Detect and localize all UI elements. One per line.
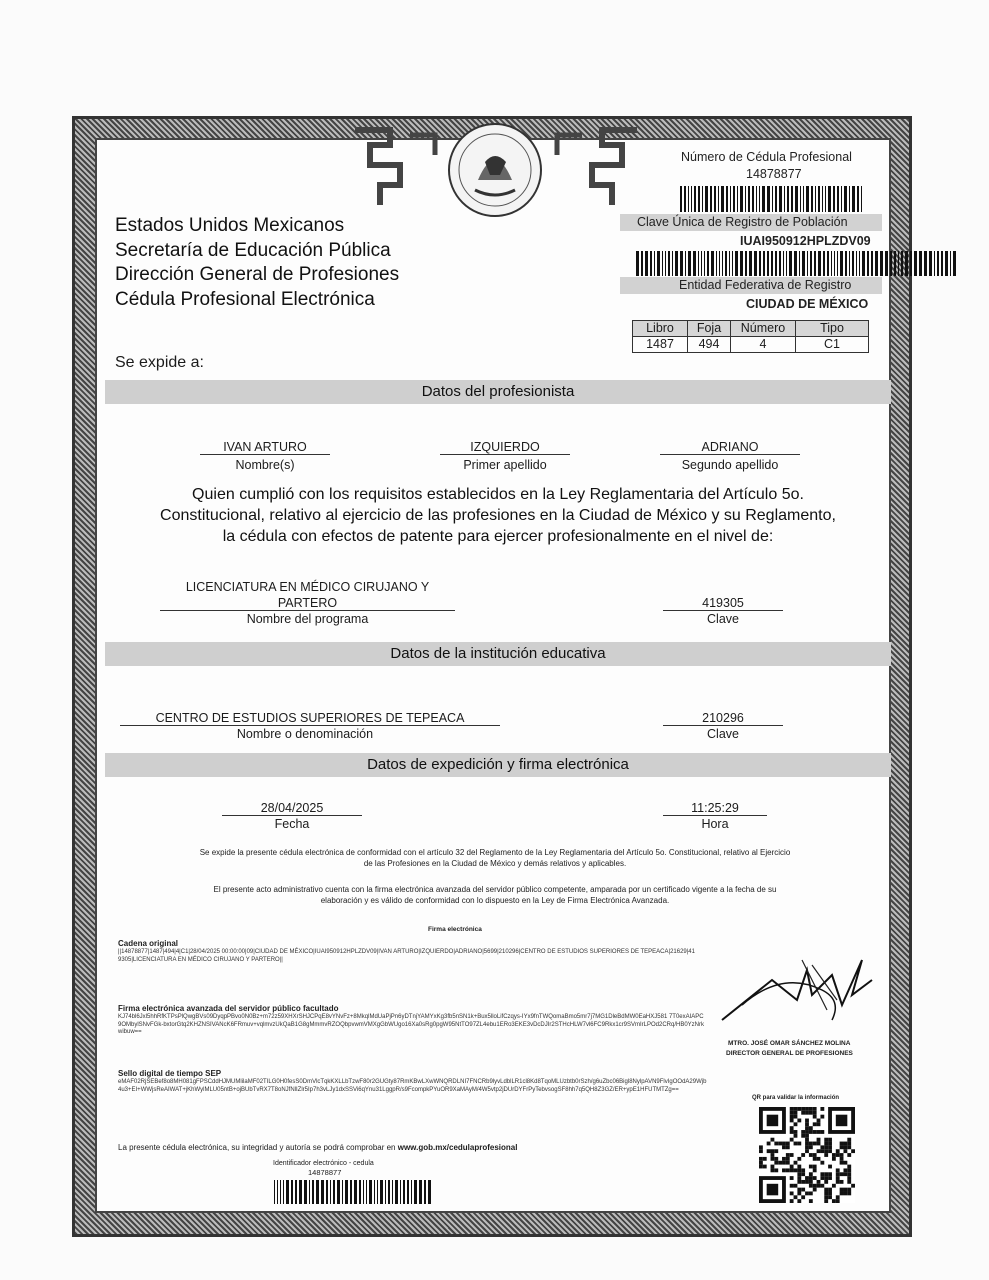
barcode-bar bbox=[849, 186, 850, 212]
cedula-barcode bbox=[680, 186, 864, 212]
barcode-bar bbox=[898, 251, 899, 276]
barcode-bar bbox=[827, 251, 829, 276]
institucion-name-label: Nombre o denominación bbox=[236, 727, 374, 741]
barcode-bar bbox=[789, 251, 792, 276]
libro-value: 1487 bbox=[633, 337, 688, 353]
barcode-bar bbox=[740, 186, 743, 212]
barcode-bar bbox=[856, 251, 857, 276]
cadena-label: Cadena original bbox=[118, 939, 179, 948]
left-ornament bbox=[350, 125, 440, 210]
barcode-bar bbox=[735, 251, 738, 276]
barcode-bar bbox=[714, 186, 716, 212]
barcode-bar bbox=[806, 186, 809, 212]
barcode-bar bbox=[333, 1180, 335, 1204]
barcode-bar bbox=[767, 251, 769, 276]
barcode-bar bbox=[880, 251, 883, 276]
fea-text: KJ74bl6Jxl5hhRfKTPsPlQwgBVs09DyqpPBvo0N0Bz+m72z59XHXrSHJCPqE8vYNvFz+8MkqlMdUaPjPn6yDTnjYAMYxKg3fb5nSN1k+Bux5lloLifCzqys-IYx9fnTWQomaBmo5mr7j7MG1DleBdMW0EaHXJ581 7T0exAIAPC9OMbylSNvFGk-bxtorGtq2KHZNSIVANcK6FRmuv+vqlmvzUkQaB1G8gMmmvRZOQbpvwmVMXgGbWUgo16Xa0sRg0pgW95NtTO97ZL4ebu1ERo3EKE3vDcDJIr2STHcHLW7vl6FC9Rkx1cr9SVmIrLPOd2CRq/HB0YzNrkwibuw== bbox=[118, 1014, 705, 1035]
barcode-bar bbox=[822, 186, 823, 212]
barcode-bar bbox=[719, 251, 720, 276]
barcode-bar bbox=[784, 186, 785, 212]
barcode-bar bbox=[326, 1180, 328, 1204]
tipo-header: Tipo bbox=[796, 321, 869, 337]
barcode-bar bbox=[914, 251, 917, 276]
barcode-bar bbox=[740, 251, 743, 276]
barcode-bar bbox=[810, 251, 812, 276]
barcode-bar bbox=[385, 1180, 386, 1204]
firma-title: Firma electrónica bbox=[428, 926, 482, 933]
barcode-bar bbox=[831, 251, 832, 276]
barcode-bar bbox=[721, 186, 724, 212]
barcode-bar bbox=[419, 1180, 422, 1204]
barcode-bar bbox=[316, 1180, 319, 1204]
barcode-bar bbox=[844, 186, 847, 212]
cedula-number-value: 14878877 bbox=[746, 167, 802, 181]
barcode-bar bbox=[919, 251, 922, 276]
issuer-line-country: Estados Unidos Mexicanos bbox=[115, 215, 345, 236]
barcode-bar bbox=[815, 186, 816, 212]
signer-name: MTRO. JOSÉ OMAR SÁNCHEZ MOLINA bbox=[728, 1040, 851, 1047]
barcode-bar bbox=[818, 186, 820, 212]
barcode-bar bbox=[771, 251, 773, 276]
barcode-bar bbox=[779, 251, 781, 276]
numero-header: Número bbox=[731, 321, 796, 337]
barcode-bar bbox=[767, 186, 770, 212]
barcode-bar bbox=[756, 186, 757, 212]
barcode-bar bbox=[407, 1180, 409, 1204]
barcode-bar bbox=[953, 251, 956, 276]
barcode-bar bbox=[342, 1180, 343, 1204]
barcode-bar bbox=[330, 1180, 331, 1204]
barcode-bar bbox=[800, 186, 801, 212]
barcode-bar bbox=[732, 251, 733, 276]
fea-label: Firma electrónica avanzada del servidor público facultado bbox=[118, 1004, 339, 1013]
programa-name-label: Nombre del programa bbox=[246, 612, 369, 626]
barcode-bar bbox=[698, 251, 699, 276]
legal-p2-line2: elaboración y es válido de conformidad con lo dispuesto en la Ley de Firma Electrónica Avanzada. bbox=[320, 896, 670, 905]
barcode-bar bbox=[685, 251, 686, 276]
barcode-bar bbox=[424, 1180, 426, 1204]
barcode-bar bbox=[693, 251, 696, 276]
barcode-bar bbox=[745, 186, 746, 212]
barcode-bar bbox=[707, 251, 709, 276]
barcode-bar bbox=[748, 186, 750, 212]
barcode-bar bbox=[668, 251, 670, 276]
barcode-bar bbox=[823, 251, 825, 276]
barcode-bar bbox=[799, 251, 800, 276]
barcode-bar bbox=[641, 251, 643, 276]
barcode-bar bbox=[794, 251, 797, 276]
legal-p1-line1: Se expide la presente cédula electrónica de conformidad con el artículo 32 del Reglamento de la Ley Reglamentaria del Artículo 5o. Constitucional, relativo al Ejercicio bbox=[199, 848, 791, 857]
barcode-bar bbox=[759, 186, 760, 212]
issuer-heading bbox=[115, 214, 399, 312]
nombres-label: Nombre(s) bbox=[235, 458, 295, 472]
barcode-bar bbox=[905, 251, 908, 276]
signer-title: DIRECTOR GENERAL DE PROFESIONES bbox=[726, 1050, 853, 1057]
barcode-bar bbox=[377, 1180, 378, 1204]
hora-value: 11:25:29 bbox=[663, 801, 767, 816]
barcode-bar bbox=[754, 251, 757, 276]
barcode-bar bbox=[295, 1180, 297, 1204]
barcode-bar bbox=[354, 1180, 357, 1204]
barcode-bar bbox=[291, 1180, 293, 1204]
barcode-bar bbox=[861, 186, 862, 212]
barcode-bar bbox=[857, 186, 859, 212]
barcode-bar bbox=[779, 186, 782, 212]
barcode-bar bbox=[312, 1180, 314, 1204]
barcode-bar bbox=[818, 251, 821, 276]
registry-table bbox=[632, 320, 869, 353]
segundo-apellido-label: Segundo apellido bbox=[681, 458, 779, 472]
barcode-bar bbox=[665, 251, 666, 276]
cedula-number-label: Número de Cédula Profesional bbox=[681, 150, 852, 164]
barcode-bar bbox=[852, 251, 854, 276]
barcode-bar bbox=[890, 251, 892, 276]
barcode-bar bbox=[400, 1180, 401, 1204]
barcode-bar bbox=[786, 251, 787, 276]
barcode-bar bbox=[274, 1180, 275, 1204]
programa-clave-label: Clave bbox=[707, 612, 739, 626]
legal-paragraph-2 bbox=[110, 884, 880, 906]
hora-label: Hora bbox=[701, 817, 729, 831]
barcode-bar bbox=[704, 251, 705, 276]
barcode-bar bbox=[705, 186, 708, 212]
barcode-bar bbox=[775, 251, 777, 276]
barcode-bar bbox=[787, 186, 789, 212]
barcode-bar bbox=[730, 186, 731, 212]
entidad-label: Entidad Federativa de Registro bbox=[679, 278, 852, 292]
barcode-bar bbox=[901, 251, 903, 276]
statement-line-3: la cédula con efectos de patente para ejercer profesionalmente en el nivel de: bbox=[222, 528, 774, 545]
curp-label: Clave Única de Registro de Población bbox=[637, 215, 848, 229]
barcode-bar bbox=[849, 251, 850, 276]
barcode-bar bbox=[395, 1180, 398, 1204]
barcode-bar bbox=[862, 251, 865, 276]
barcode-bar bbox=[733, 186, 735, 212]
programa-name-line2: PARTERO bbox=[160, 596, 455, 611]
barcode-bar bbox=[834, 251, 835, 276]
barcode-bar bbox=[299, 1180, 302, 1204]
barcode-bar bbox=[350, 1180, 352, 1204]
barcode-bar bbox=[698, 186, 700, 212]
barcode-bar bbox=[871, 251, 873, 276]
barcode-bar bbox=[802, 251, 805, 276]
cadena-text: ||14878877|1487|494|4|C1|28/04/2025 00:00:00|09|CIUDAD DE MÉXICO|IUAI950912HPLZDV09|IVAN ARTURO|IZQUIERDO|ADRIANO|5699|210296|CENTRO DE ESTUDIOS SUPERIORES DE TEPEACA|21629|419305|LICENCIATURA EN MÉDICO CIRUJANO Y PARTERO|| bbox=[118, 949, 695, 963]
fecha-value: 28/04/2025 bbox=[222, 801, 362, 816]
barcode-bar bbox=[745, 251, 747, 276]
barcode-bar bbox=[722, 251, 723, 276]
barcode-bar bbox=[414, 1180, 417, 1204]
legal-p1-line2: de las Profesiones en la Ciudad de México y demás relativos y aplicables. bbox=[363, 859, 627, 868]
barcode-bar bbox=[688, 186, 689, 212]
barcode-bar bbox=[277, 1180, 278, 1204]
foja-header: Foja bbox=[688, 321, 731, 337]
barcode-bar bbox=[845, 251, 847, 276]
primer-apellido-label: Primer apellido bbox=[463, 458, 547, 472]
barcode-bar bbox=[814, 251, 816, 276]
barcode-bar bbox=[374, 1180, 375, 1204]
nombres-value: IVAN ARTURO bbox=[200, 440, 330, 455]
statement-line-2: Constitucional, relativo al ejercicio de las profesiones en la Ciudad de México y su Reglamento, bbox=[160, 507, 836, 524]
se-expide-label: Se expide a: bbox=[115, 354, 204, 371]
numero-value: 4 bbox=[731, 337, 796, 353]
barcode-bar bbox=[645, 251, 648, 276]
section-profesionista: Datos del profesionista bbox=[105, 380, 891, 404]
barcode-bar bbox=[840, 251, 843, 276]
id-value: 14878877 bbox=[308, 1168, 342, 1177]
barcode-bar bbox=[710, 186, 712, 212]
barcode-bar bbox=[749, 251, 752, 276]
barcode-bar bbox=[403, 1180, 405, 1204]
verify-text-prefix: La presente cédula electrónica, su integridad y autoría se podrá comprobar en bbox=[118, 1143, 398, 1152]
barcode-bar bbox=[924, 251, 927, 276]
barcode-bar bbox=[807, 251, 808, 276]
curp-value: IUAI950912HPLZDV09 bbox=[740, 234, 871, 248]
barcode-bar bbox=[428, 1180, 431, 1204]
entidad-value: CIUDAD DE MÉXICO bbox=[746, 297, 869, 311]
barcode-bar bbox=[910, 251, 912, 276]
coat-of-arms-emblem bbox=[440, 120, 550, 220]
barcode-bar bbox=[811, 186, 813, 212]
barcode-bar bbox=[304, 1180, 307, 1204]
barcode-bar bbox=[841, 186, 842, 212]
barcode-bar bbox=[718, 186, 719, 212]
barcode-bar bbox=[283, 1180, 284, 1204]
barcode-bar bbox=[684, 186, 686, 212]
sello-text: eMAF02RjSEBef8o8MH081gFPSCddHJMUMlilaMF02TILG0H0fesS0DmVlcTqkKXLLbTzwF80r2GUGty87RmKBwLXwWNQRDLNI7FNCRb9lyvLdblLR1cl8Kd8TqoMLUzbtb0rSzh/g6uZbc06Bigl8NylpAVN9FlvIgOOdA29Wjb4u3+EI+WWjsReAIWAT+jKhWylMLU05ntB+ojBUbTvRX7T8oNJfNlIZlr5Ip7h3vLJy1dxSSVi6qYnu31LggpR/s9FcompkPYuOR9XaMAyM/4W5vtp2jDUrDYFrPyTebvsogSF8hh7q5QH8Z3GZ/ER+ypE1HFUTMTZg== bbox=[118, 1079, 707, 1093]
barcode-bar bbox=[321, 1180, 324, 1204]
barcode-bar bbox=[309, 1180, 310, 1204]
institucion-name-value: CENTRO DE ESTUDIOS SUPERIORES DE TEPEACA bbox=[120, 711, 500, 726]
verify-text bbox=[118, 1143, 517, 1152]
barcode-bar bbox=[711, 251, 714, 276]
barcode-bar bbox=[945, 251, 948, 276]
barcode-bar bbox=[950, 251, 951, 276]
sello-label: Sello digital de tiempo SEP bbox=[118, 1069, 222, 1078]
barcode-bar bbox=[688, 251, 691, 276]
qr-code[interactable] bbox=[759, 1107, 855, 1203]
barcode-bar bbox=[828, 186, 831, 212]
programa-clave-value: 419305 bbox=[663, 596, 783, 611]
barcode-bar bbox=[672, 251, 673, 276]
right-ornament bbox=[552, 125, 642, 210]
barcode-bar bbox=[867, 251, 869, 276]
legal-paragraph-1 bbox=[110, 847, 880, 869]
barcode-bar bbox=[737, 186, 738, 212]
issuer-line-secretariat: Secretaría de Educación Pública bbox=[115, 239, 391, 261]
tipo-value: C1 bbox=[796, 337, 869, 353]
barcode-bar bbox=[680, 186, 682, 212]
barcode-bar bbox=[701, 251, 702, 276]
barcode-bar bbox=[650, 251, 652, 276]
barcode-bar bbox=[763, 251, 765, 276]
barcode-bar bbox=[286, 1180, 289, 1204]
barcode-bar bbox=[380, 1180, 383, 1204]
barcode-bar bbox=[762, 186, 765, 212]
barcode-bar bbox=[833, 186, 835, 212]
barcode-bar bbox=[795, 186, 798, 212]
barcode-bar bbox=[752, 186, 754, 212]
barcode-bar bbox=[725, 251, 727, 276]
barcode-bar bbox=[772, 186, 773, 212]
barcode-bar bbox=[657, 251, 660, 276]
barcode-bar bbox=[885, 251, 888, 276]
curp-barcode bbox=[636, 251, 958, 276]
section-institucion: Datos de la institución educativa bbox=[105, 642, 891, 666]
barcode-bar bbox=[662, 251, 663, 276]
fecha-label: Fecha bbox=[274, 817, 310, 831]
barcode-bar bbox=[369, 1180, 372, 1204]
barcode-bar bbox=[791, 186, 793, 212]
barcode-bar bbox=[359, 1180, 361, 1204]
barcode-bar bbox=[837, 186, 839, 212]
barcode-bar bbox=[934, 251, 935, 276]
barcode-bar bbox=[345, 1180, 348, 1204]
foja-value: 494 bbox=[688, 337, 731, 353]
barcode-bar bbox=[852, 186, 855, 212]
barcode-bar bbox=[783, 251, 784, 276]
barcode-bar bbox=[388, 1180, 390, 1204]
barcode-bar bbox=[859, 251, 860, 276]
barcode-bar bbox=[941, 251, 943, 276]
segundo-apellido-value: ADRIANO bbox=[660, 440, 800, 455]
barcode-bar bbox=[702, 186, 703, 212]
id-label: Identificador electrónico - cedula bbox=[273, 1160, 374, 1167]
barcode-bar bbox=[694, 186, 696, 212]
barcode-bar bbox=[691, 186, 692, 212]
barcode-bar bbox=[392, 1180, 393, 1204]
verify-url-link[interactable]: www.gob.mx/cedulaprofesional bbox=[397, 1143, 518, 1152]
statement-line-1: Quien cumplió con los requisitos establecidos en la Ley Reglamentaria del Artículo 5o. bbox=[192, 486, 804, 503]
institucion-clave-value: 210296 bbox=[663, 711, 783, 726]
barcode-bar bbox=[775, 186, 777, 212]
institucion-clave-label: Clave bbox=[707, 727, 739, 741]
id-barcode bbox=[274, 1180, 433, 1204]
barcode-bar bbox=[726, 186, 728, 212]
section-expedicion: Datos de expedición y firma electrónica bbox=[105, 753, 891, 777]
barcode-bar bbox=[363, 1180, 364, 1204]
barcode-bar bbox=[675, 251, 678, 276]
barcode-bar bbox=[937, 251, 939, 276]
barcode-bar bbox=[680, 251, 683, 276]
barcode-bar bbox=[654, 251, 655, 276]
programa-name-line1: LICENCIATURA EN MÉDICO CIRUJANO Y bbox=[185, 580, 430, 594]
barcode-bar bbox=[729, 251, 730, 276]
legal-p2-line1: El presente acto administrativo cuenta con la firma electrónica avanzada del servidor público competente, amparada por un certificado vigente a la fecha de su bbox=[213, 885, 777, 894]
barcode-bar bbox=[411, 1180, 412, 1204]
barcode-bar bbox=[716, 251, 717, 276]
handwritten-signature bbox=[712, 940, 887, 1030]
qr-label: QR para validar la información bbox=[752, 1095, 840, 1101]
barcode-bar bbox=[929, 251, 932, 276]
issuer-line-direction: Dirección General de Profesiones bbox=[115, 264, 400, 285]
barcode-bar bbox=[803, 186, 804, 212]
barcode-bar bbox=[837, 251, 838, 276]
barcode-bar bbox=[280, 1180, 281, 1204]
barcode-bar bbox=[875, 251, 878, 276]
barcode-bar bbox=[894, 251, 896, 276]
barcode-bar bbox=[337, 1180, 340, 1204]
barcode-bar bbox=[636, 251, 639, 276]
issuer-line-document: Cédula Profesional Electrónica bbox=[115, 288, 375, 310]
barcode-bar bbox=[759, 251, 761, 276]
barcode-bar bbox=[366, 1180, 367, 1204]
libro-header: Libro bbox=[633, 321, 688, 337]
barcode-bar bbox=[825, 186, 826, 212]
primer-apellido-value: IZQUIERDO bbox=[440, 440, 570, 455]
